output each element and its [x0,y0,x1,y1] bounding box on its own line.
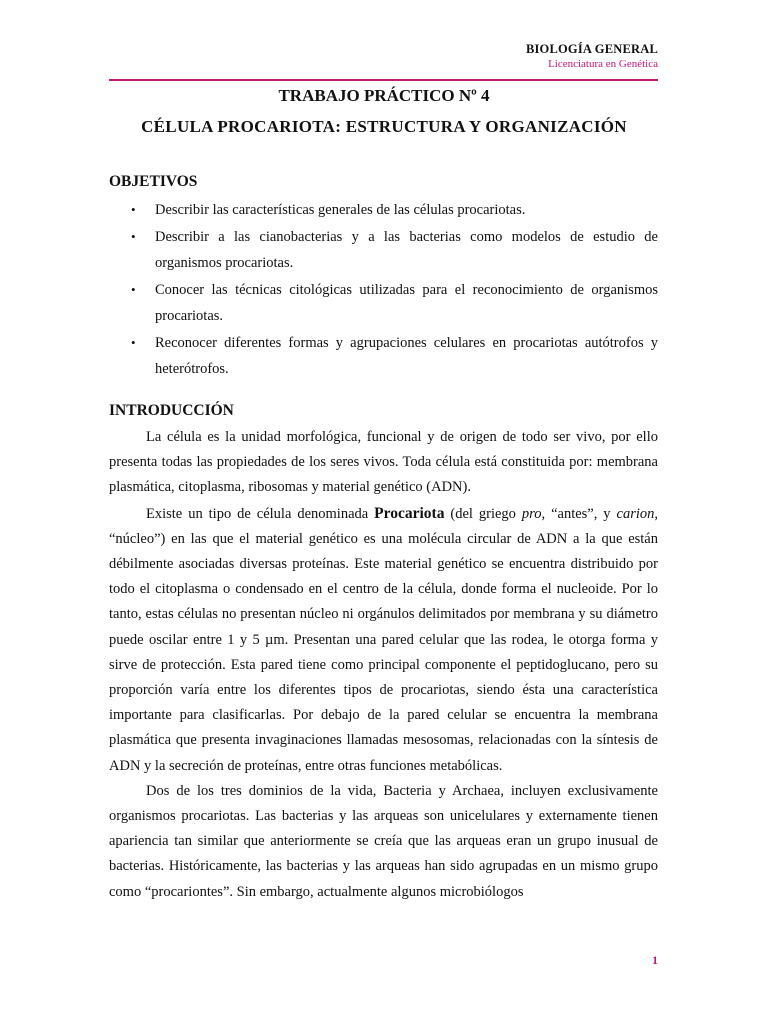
page-number: 1 [652,953,658,967]
bullet-icon: • [131,229,136,244]
objetivo-text: Conocer las técnicas citológicas utilizadas para el reconocimiento de organismos procariotas. [155,282,658,324]
bullet-icon: • [131,335,136,350]
list-item [109,197,658,223]
course-subtitle: Licenciatura en Genética [548,58,658,70]
introduccion-body [109,425,658,905]
header-rule [109,79,658,81]
objetivos-heading: OBJETIVOS [109,173,198,190]
objetivos-list [109,197,658,382]
introduccion-heading: INTRODUCCIÓN [109,402,234,419]
page-header [526,42,658,70]
list-item [109,330,658,382]
paragraph: La célula es la unidad morfológica, funcional y de origen de todo ser vivo, por ello presenta todas las propiedades de los seres vivos. Toda célula está constituida por: membrana plasmática, citoplasma, ribosomas y material genético (ADN). [109,429,658,496]
course-title: BIOLOGÍA GENERAL [525,42,658,56]
text-span: , “núcleo”) en las que el material genético es una molécula circular de ADN a la que están débilmente asociadas diversas proteínas. Este material genético se encuentra distribuido por todo el citoplasma o condensado en el centro de la célula, donde forma el nucleoide. Por lo tanto, estas células no presentan núcleo ni orgánulos delimitados por membrana y su diámetro puede oscilar entre 1 y 5 µm. Presentan una pared celular que las rodea, le otorga forma y sirve de protección. Esta pared tiene como principal componente el peptidoglucano, pero su proporción varía entre los diferentes tipos de procariotas, siendo ésta una característica importante para clasificarlas. Por debajo de la pared celular se encuentra la membrana plasmática que presenta invaginaciones llamadas mesosomas, relacionadas con la síntesis de ADN y la secreción de proteínas, entre otras funciones metabólicas. [109,505,658,774]
paragraph [109,501,658,779]
text-span: Existe un tipo de célula denominada [146,505,375,522]
document-subtitle: CÉLULA PROCARIOTA: ESTRUCTURA Y ORGANIZACIÓN [141,117,627,136]
term-procariota: Procariota [374,504,445,522]
list-item [109,224,658,276]
text-span: , “antes”, y [541,505,617,522]
list-item [109,277,658,329]
objetivo-text: Describir a las cianobacterias y a las bacterias como modelos de estudio de organismos procariotas. [155,229,658,271]
term-pro: pro [521,505,542,522]
bullet-icon: • [131,282,136,297]
bullet-icon: • [131,202,136,217]
objetivo-text: Reconocer diferentes formas y agrupaciones celulares en procariotas autótrofos y heterótrofos. [155,335,658,377]
document-title: TRABAJO PRÁCTICO Nº 4 [278,86,490,105]
term-carion: carion [616,505,655,522]
paragraph: Dos de los tres dominios de la vida, Bacteria y Archaea, incluyen exclusivamente organismos procariotas. Las bacterias y las arqueas son unicelulares y externamente tienen apariencia tan similar que anteriormente se creía que las arqueas eran un grupo inusual de bacterias. Históricamente, las bacterias y las arqueas han sido agrupadas en un mismo grupo como “procariontes”. Sin embargo, actualmente algunos microbiólogos [109,782,658,900]
text-span: (del griego [444,505,522,522]
objetivo-text: Describir las características generales de las células procariotas. [155,202,526,218]
